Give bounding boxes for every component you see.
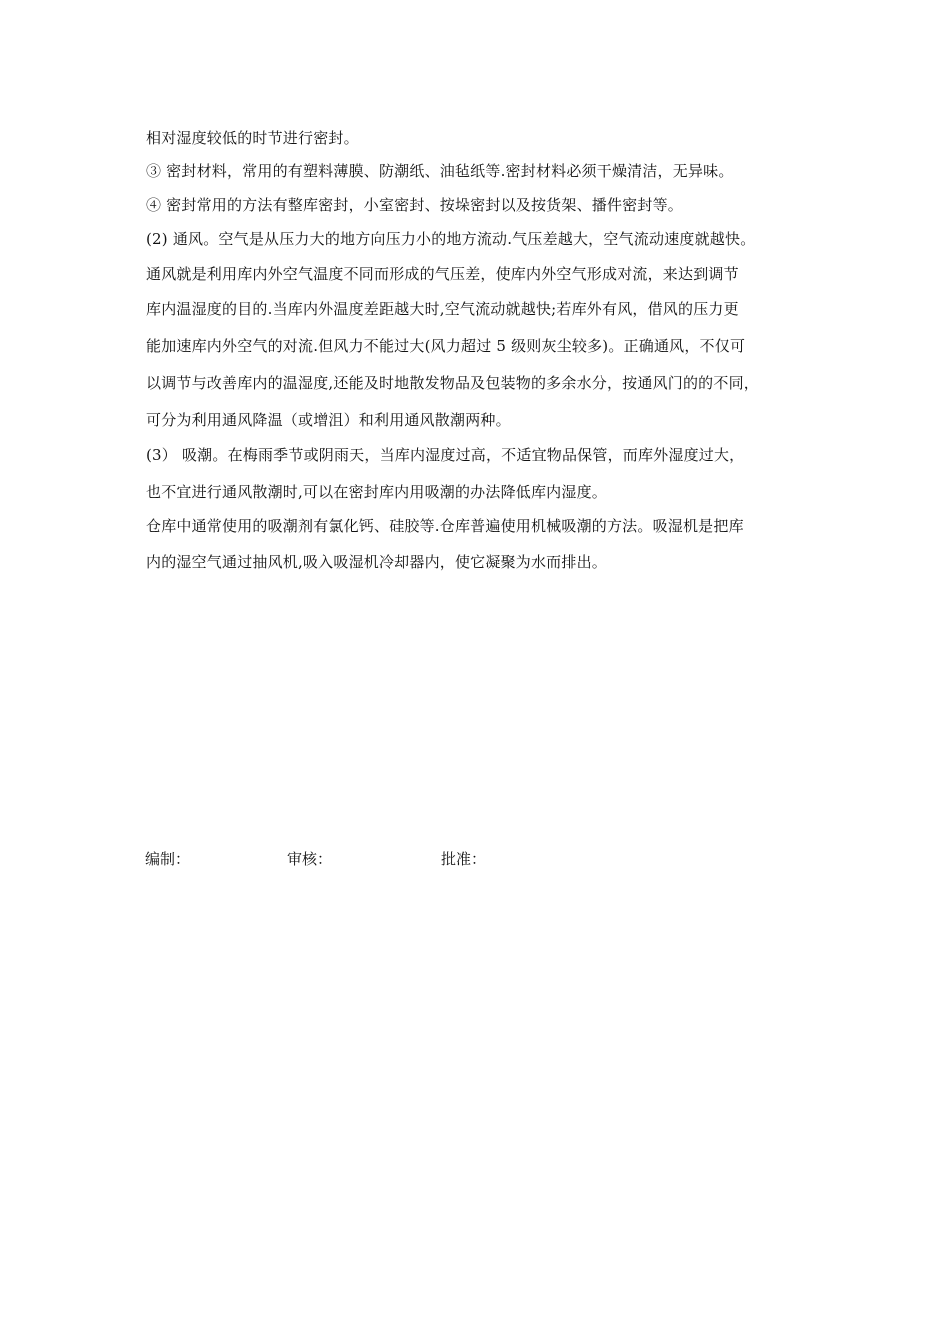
- paragraph-line: (2) 通风。空气是从压力大的地方向压力小的地方流动.气压差越大，空气流动速度就越快。: [146, 230, 756, 248]
- paragraph-line: 通风就是利用库内外空气温度不同而形成的气压差，使库内外空气形成对流，来达到调节: [146, 265, 739, 283]
- approved-by-label: 批准：: [441, 850, 487, 868]
- reviewed-by-label: 审核：: [287, 850, 333, 868]
- paragraph-line: 库内温湿度的目的.当库内外温度差距越大时,空气流动就越快;若库外有风，借风的压力更: [146, 300, 739, 318]
- paragraph-line: 内的湿空气通过抽风机,吸入吸湿机冷却器内，使它凝聚为水而排出。: [146, 553, 607, 571]
- paragraph-line: ③ 密封材料，常用的有塑料薄膜、防潮纸、油毡纸等.密封材料必须干燥清洁，无异味。: [146, 162, 734, 180]
- paragraph-line: 以调节与改善库内的温湿度,还能及时地散发物品及包装物的多余水分，按通风门的的不同，: [146, 374, 759, 392]
- paragraph-line: ④ 密封常用的方法有整库密封，小室密封、按垛密封以及按货架、播件密封等。: [146, 196, 683, 214]
- compiled-by-label: 编制：: [145, 850, 191, 868]
- paragraph-line: 仓库中通常使用的吸潮剂有氯化钙、硅胶等.仓库普遍使用机械吸潮的方法。吸湿机是把库: [146, 517, 744, 535]
- paragraph-line: 相对湿度较低的时节进行密封。: [146, 129, 359, 147]
- paragraph-line: 能加速库内外空气的对流.但风力不能过大(风力超过 5 级则灰尘较多)。正确通风，不仅可: [146, 337, 746, 355]
- paragraph-line: 可分为利用通风降温（或增沮）和利用通风散潮两种。: [146, 411, 511, 429]
- paragraph-line: 也不宜进行通风散潮时,可以在密封库内用吸潮的办法降低库内湿度。: [146, 483, 607, 501]
- paragraph-line: (3） 吸潮。在梅雨季节或阴雨天，当库内湿度过高，不适宜物品保管，而库外湿度过大，: [146, 446, 745, 464]
